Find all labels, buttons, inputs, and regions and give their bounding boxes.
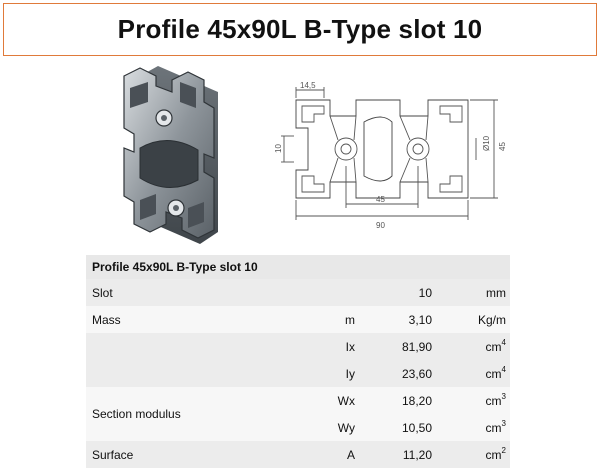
row-label: Slot (92, 285, 113, 300)
row-unit: cm $^2$ (485, 446, 506, 462)
dim-slot-label: 10 (274, 144, 283, 153)
dim-total-width-label: 90 (376, 221, 385, 230)
row-symbol: Wx (337, 393, 355, 408)
row-symbol: A (346, 447, 355, 462)
row-unit: mm (486, 285, 506, 300)
row-symbol (318, 279, 355, 306)
dim-top-label: 14,5 (300, 82, 316, 90)
row-value: 11,20 (402, 447, 432, 462)
inertia-group (86, 333, 510, 387)
page-title: Profile 45x90L B-Type slot 10 (117, 14, 483, 44)
row-value: 10,50 (401, 420, 432, 435)
row-value: 10 (418, 285, 432, 300)
table-row (86, 279, 510, 306)
row-unit: Kg/m (477, 312, 506, 327)
table-title: Profile 45x90L B-Type slot 10 (86, 255, 510, 279)
row-unit: cm $^3$ (485, 419, 506, 435)
row-unit: cm $^4$ (485, 365, 506, 381)
title-banner (3, 3, 597, 56)
row-label: Section modulus (92, 407, 181, 421)
table-row (86, 306, 510, 333)
row-symbol: m (345, 312, 355, 327)
row-symbol: Wy (337, 420, 355, 435)
dim-inner-width-label: 45 (376, 195, 385, 204)
table-row (86, 333, 510, 360)
row-value: 18,20 (401, 393, 432, 408)
dim-height-label: 45 (498, 142, 507, 151)
row-label: Surface (92, 447, 134, 462)
profile-technical-drawing (270, 82, 510, 237)
row-unit: cm $^4$ (485, 338, 506, 354)
row-value: 81,90 (401, 339, 432, 354)
properties-table (86, 255, 510, 468)
row-symbol: Ix (345, 339, 355, 354)
table-row (86, 441, 510, 468)
profile-isometric-image (118, 62, 236, 248)
section-modulus-group (86, 387, 510, 441)
dim-bore-label: Ø10 (482, 135, 491, 151)
row-value: 3,10 (408, 312, 432, 327)
row-label: Mass (92, 312, 121, 327)
row-unit: cm $^3$ (485, 392, 506, 408)
row-value: 23,60 (401, 366, 432, 381)
table-row (86, 360, 510, 387)
row-symbol: Iy (345, 366, 355, 381)
